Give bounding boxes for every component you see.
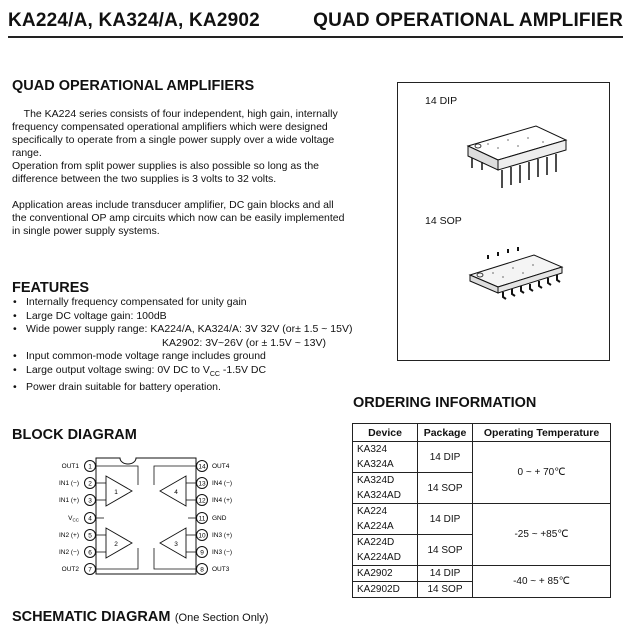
amp-number: 2 [114,541,118,548]
package-cell: 14 SOP [418,535,473,566]
text-line: Operation from split power supplies is also possible so long as the [12,160,319,172]
device-cell: KA224 [353,504,418,520]
amp-number: 3 [174,541,178,548]
paragraph-intro [12,108,362,160]
schematic-heading-line [12,608,268,626]
pin-number: 10 [198,532,206,540]
pin-label-in4-neg: IN4 (−) [212,480,233,487]
paragraph-applications [12,199,362,238]
swing-subscript: CC [209,370,220,378]
pin-number: 11 [198,515,206,523]
pin-number: 4 [88,515,92,523]
text-line: the conventional OP amp circuits which now can be easily implemented [12,212,345,224]
package-cell: 14 DIP [418,442,473,473]
pin-label-in1-neg: IN1 (−) [58,480,79,487]
device-cell: KA324A [353,457,418,473]
package-outline-box [397,82,610,361]
pin-label-out4: OUT4 [212,463,230,470]
pin-label-in3-pos: IN3 (+) [212,532,233,539]
pin-number: 2 [88,480,92,488]
text-line: in single power supply systems. [12,225,160,237]
pin-label-in3-neg: IN3 (−) [212,549,233,556]
pin-label-out1: OUT1 [61,463,79,470]
package-cell: 14 DIP [418,504,473,535]
table-row [353,504,611,520]
pin-number: 1 [88,463,92,471]
pin-label-in1-pos: IN1 (+) [58,497,79,504]
pin-label-in2-pos: IN2 (+) [58,532,79,539]
col-device: Device [353,424,418,442]
sop-label: 14 SOP [425,215,462,227]
op-amp-2 [106,528,132,558]
package-cell: 14 SOP [418,473,473,504]
part-numbers-title: KA224/A, KA324/A, KA2902 [8,10,260,31]
device-cell: KA324D [353,473,418,489]
ordering-table [352,423,611,598]
op-amp-1 [106,476,132,506]
description-heading: QUAD OPERATIONAL AMPLIFIERS [12,78,255,94]
text-line: Application areas include transducer amplifier, DC gain blocks and all [12,199,334,211]
feature-item: • Wide power supply range: KA224/A, KA324/A: 3V 32V (or± 1.5 ~ 15V) [12,323,353,337]
device-cell: KA324AD [353,488,418,504]
op-amp-4 [160,476,186,506]
pin-number: 6 [88,549,92,557]
swing-text-end: -1.5V DC [219,363,267,376]
header-rule [8,36,623,38]
text-line: specifically to operate from a single power supply over a wide voltage [12,134,335,146]
schematic-heading: SCHEMATIC DIAGRAM [12,609,171,625]
dip-package-drawing [458,118,578,193]
pin-label-gnd: GND [212,515,227,522]
pin-number: 14 [198,463,206,471]
ordering-heading: ORDERING INFORMATION [353,395,537,411]
schematic-note: (One Section Only) [174,612,269,624]
pin-number: 3 [88,497,92,505]
feature-item: • Large DC voltage gain: 100dB [12,310,353,324]
table-header-row [353,424,611,442]
pin-label-in2-neg: IN2 (−) [58,549,79,556]
text-line: difference between the two supplies is 3 volts to 32 volts. [12,173,277,185]
temperature-cell: -25 ~ +85℃ [473,504,611,566]
device-cell: KA224D [353,535,418,551]
device-cell: KA324 [353,442,418,458]
temperature-cell: -40 ~ + 85℃ [473,566,611,598]
dip-label: 14 DIP [425,95,458,107]
pin-number: 7 [88,566,92,574]
text-line: range. [12,147,42,159]
block-diagram-heading: BLOCK DIAGRAM [12,427,137,443]
temperature-cell: 0 ~ + 70℃ [473,442,611,504]
col-package: Package [418,424,473,442]
feature-item: • Internally frequency compensated for unity gain [12,296,353,310]
pin-label-out2: OUT2 [61,566,79,573]
text-line: frequency compensated operational amplifiers which were designed [12,121,328,133]
features-heading: FEATURES [12,280,90,296]
table-row [353,566,611,582]
pin-label-vcc: $V_{CC}$ [68,515,79,523]
device-cell: KA224A [353,519,418,535]
package-cell: 14 SOP [418,582,473,598]
description-body [12,108,362,238]
swing-text: Large output voltage swing: 0V DC to V [26,363,210,376]
pin-number: 9 [200,549,204,557]
op-amp-3 [160,528,186,558]
package-cell: 14 DIP [418,566,473,582]
amp-number: 4 [174,489,178,496]
pin-label-out3: OUT3 [212,566,230,573]
feature-item-output-swing [12,364,353,382]
table-row [353,442,611,458]
product-title: QUAD OPERATIONAL AMPLIFIER [313,10,623,31]
paragraph-split-supply [12,160,362,186]
feature-item-continuation: KA2902: 3V~26V (or ± 1.5V ~ 13V) [162,336,326,349]
pin-number: 5 [88,532,92,540]
pin-label-in4-pos: IN4 (+) [212,497,233,504]
block-diagram [20,452,270,582]
text-line: The KA224 series consists of four independent, high gain, internally [12,108,338,120]
col-temperature: Operating Temperature [473,424,611,442]
sop-package-drawing [458,243,578,308]
device-cell: KA2902 [353,566,418,582]
feature-item: • Input common-mode voltage range includes ground [12,350,353,364]
device-cell: KA2902D [353,582,418,598]
ic-outline [96,458,196,574]
pin-number: 12 [198,497,206,505]
device-cell: KA224AD [353,550,418,566]
pin-number: 13 [198,480,206,488]
feature-item: • Power drain suitable for battery operation. [12,381,353,395]
features-list [12,296,353,395]
pin-number: 8 [200,566,204,574]
amp-number: 1 [114,489,118,496]
